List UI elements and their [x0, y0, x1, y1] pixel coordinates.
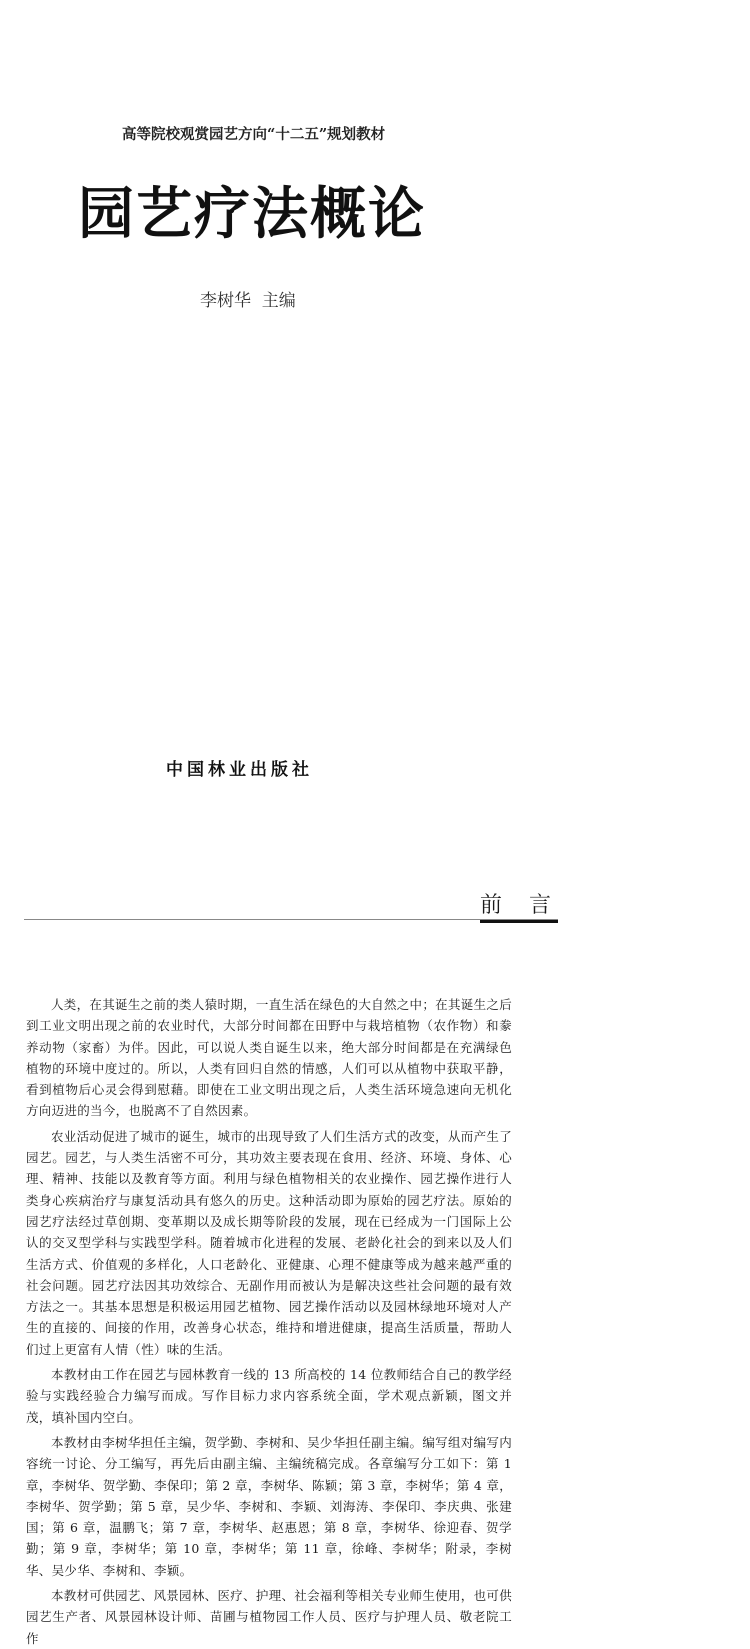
preface-divider: [24, 919, 558, 920]
preface-paragraph: 人类，在其诞生之前的类人猿时期，一直生活在绿色的大自然之中；在其诞生之后到工业文明出现之前的农业时代，大部分时间都在田野中与栽培植物（农作物）和豢养动物（家畜）为伴。因此，可以说人类自诞生以来，绝大部分时间都是在充满绿色植物的环境中度过的。所以，人类有回归自然的情感，人们可以从植物中获取平静，看到植物后心灵会得到慰藉。即使在工业文明出现之后，人类生活环境急速向无机化方向迈进的当今，也脱离不了自然因素。: [26, 997, 512, 1119]
preface-paragraph: 本教材由工作在园艺与园林教育一线的 13 所高校的 14 位教师结合自己的教学经验与实践经验合力编写而成。写作目标力求内容系统全面，学术观点新颖，图文并茂，填补国内空白。: [26, 1367, 512, 1425]
preface-body: [26, 994, 512, 1646]
preface-paragraph: 农业活动促进了城市的诞生，城市的出现导致了人们生活方式的改变，从而产生了园艺。园艺，与人类生活密不可分，其功效主要表现在食用、经济、环境、身体、心理、精神、技能以及教育等方面。利用与绿色植物相关的农业操作、园艺操作进行人类身心疾病治疗与康复活动具有悠久的历史。这种活动即为原始的园艺疗法。原始的园艺疗法经过草创期、变革期以及成长期等阶段的发展，现在已经成为一门国际上公认的交叉型学科与实践型学科。随着城市化进程的发展、老龄化社会的到来以及人们生活方式、价值观的多样化，人口老龄化、亚健康、心理不健康等成为越来越严重的社会问题。园艺疗法因其功效综合、无副作用而被认为是解决这些社会问题的最有效方法之一。其基本思想是积极运用园艺植物、园艺操作活动以及园林绿地环境对人产生的直接的、间接的作用，改善身心状态，维持和增进健康，提高生活质量，帮助人们过上更富有人情（性）味的生活。: [26, 1128, 512, 1357]
preface-paragraph: 本教材可供园艺、风景园林、医疗、护理、社会福利等相关专业师生使用，也可供园艺生产者、风景园林设计师、苗圃与植物园工作人员、医疗与护理人员、敬老院工作: [26, 1588, 512, 1646]
preface-heading: 前 言: [480, 893, 558, 923]
author-line: 李树华 主编: [200, 291, 296, 311]
preface-paragraph: 本教材由李树华担任主编，贺学勤、李树和、吴少华担任副主编。编写组对编写内容统一讨论、分工编写，再先后由副主编、主编统稿完成。各章编写分工如下：第 1 章，李树华、贺学勤、李保印；第 2 章，李树华、陈颖；第 3 章，李树华；第 4 章，李树华、贺学勤；第 5 章，吴少华、李树和、李颖、刘海涛、李保印、李庆典、张建国；第 6 章，温鹏飞；第 7 章，李树华、赵惠恩；第 8 章，李树华、徐迎春、贺学勤；第 9 章，李树华；第 10 章，李树华；第 11 章，徐峰、李树华；附录，李树华、吴少华、李树和、李颖。: [26, 1434, 512, 1578]
series-subtitle: 高等院校观赏园艺方向“十二五”规划教材: [122, 126, 386, 143]
book-title: 园艺疗法概论: [78, 182, 426, 247]
publisher-name: 中国林业出版社: [166, 760, 313, 780]
